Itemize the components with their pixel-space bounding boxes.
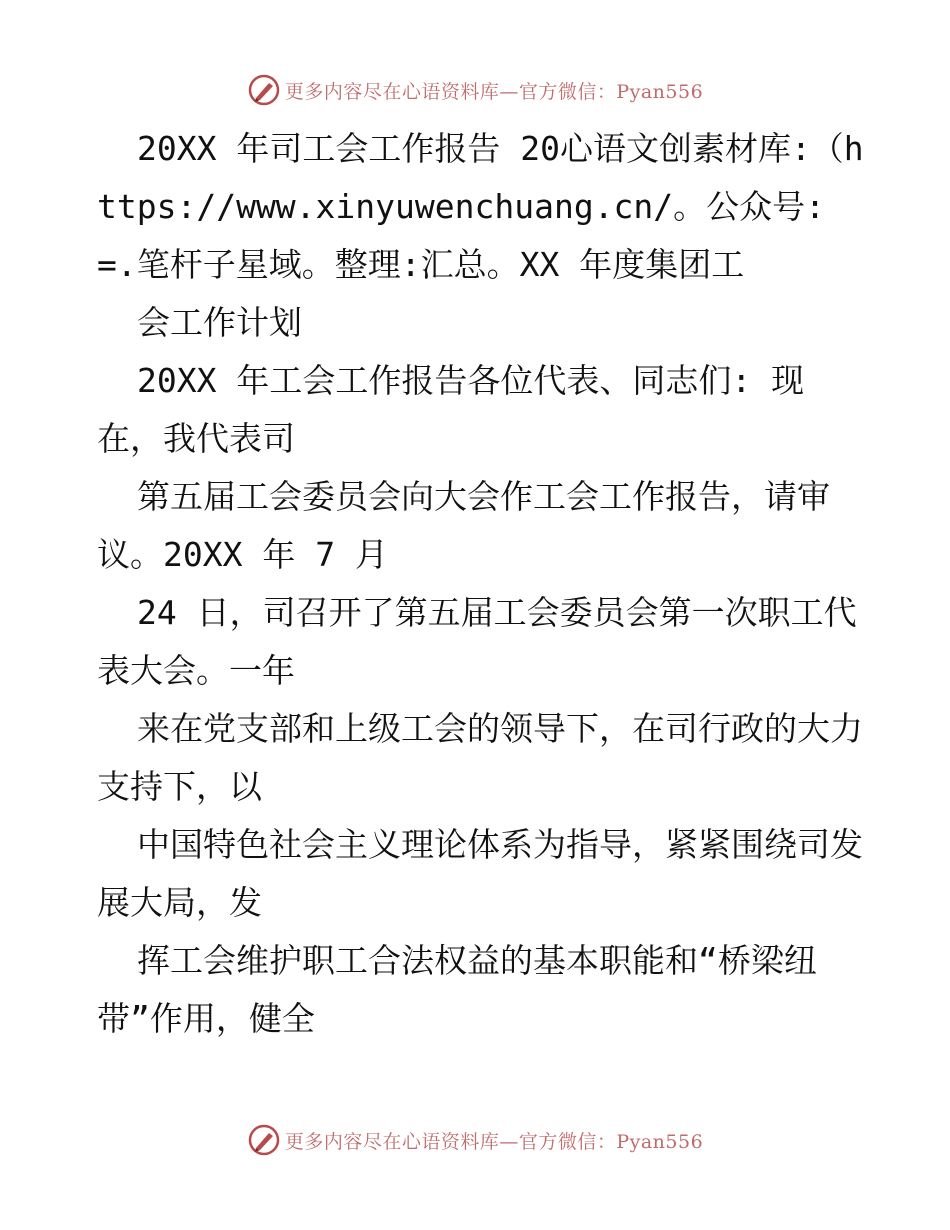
footer-watermark-banner [0,1120,950,1160]
document-body [97,120,867,1048]
pen-circle-logo-icon [247,73,281,107]
paragraph-3: 20XX 年工会工作报告各位代表、同志们: 现在，我代表司 [97,361,805,458]
paragraph-8: 挥工会维护职工合法权益的基本职能和“桥梁纽带”作用，健全 [97,941,817,1038]
paragraph-2: 会工作计划 [137,303,302,342]
header-watermark-banner [0,70,950,110]
paragraph-1: 20XX 年司工会工作报告 20心语文创素材库:（https://www.xinyuwenchuang.cn/。公众号: =.笔杆子星域。整理:汇总。XX 年度集团工 [97,129,864,284]
paragraph-4: 第五届工会委员会向大会作工会工作报告，请审议。20XX 年 7 月 [97,477,830,574]
paragraph-5: 24 日，司召开了第五届工会委员会第一次职工代表大会。一年 [97,593,857,690]
paragraph-7: 中国特色社会主义理论体系为指导，紧紧围绕司发展大局，发 [97,825,863,922]
pen-circle-logo-icon [247,1123,281,1157]
footer-watermark-text: 更多内容尽在心语资料库—官方微信：Pyan556 [284,1130,704,1153]
paragraph-6: 来在党支部和上级工会的领导下，在司行政的大力支持下，以 [97,709,863,806]
header-watermark-text: 更多内容尽在心语资料库—官方微信：Pyan556 [284,80,704,103]
